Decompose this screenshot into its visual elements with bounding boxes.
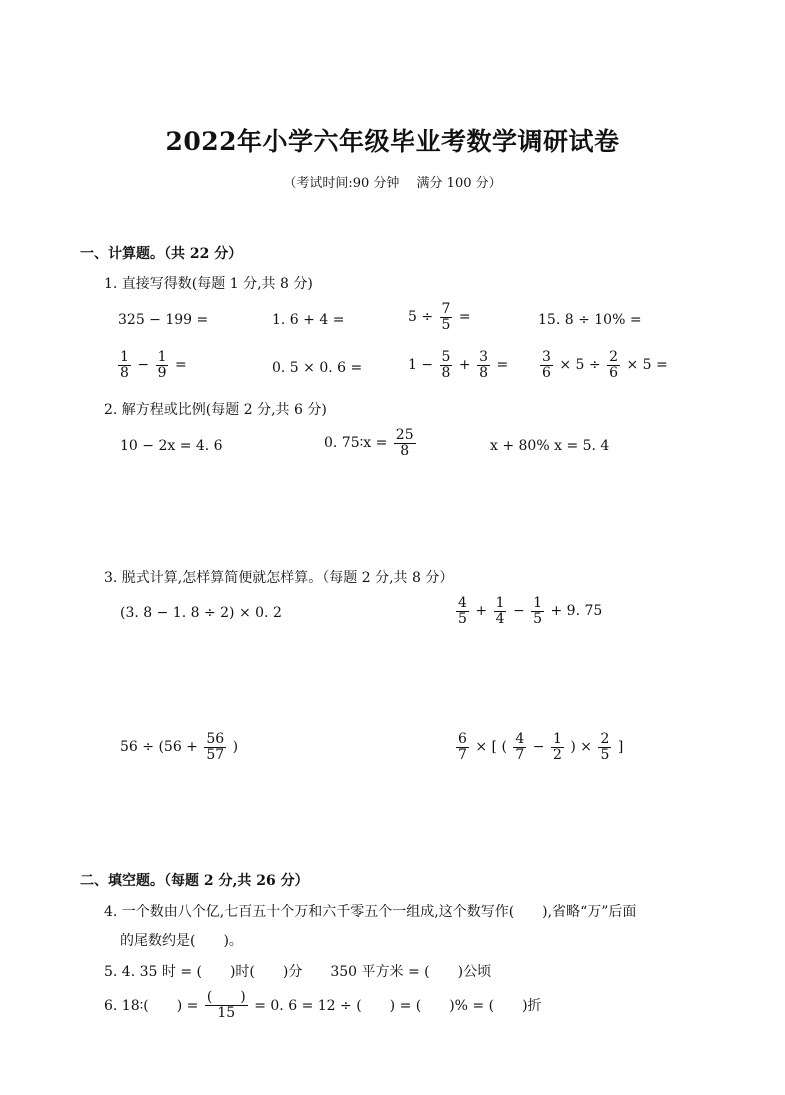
q1-expr-7: 1 − $\frac{5}{8}$ + $\frac{3}{8}$ = [408, 349, 509, 381]
fraction: $\frac{( )}{15}$ [206, 989, 246, 1021]
fraction: $\frac{3}{6}$ [542, 349, 551, 381]
page-title: 2022年小学六年级毕业考数学调研试卷 [165, 127, 620, 156]
q1-expr-6: 0. 5 × 0. 6 = [272, 360, 363, 376]
q1-expr-8: $\frac{3}{6}$ × 5 ÷ $\frac{2}{6}$ × 5 = [542, 349, 668, 381]
fraction: $\frac{1}{8}$ [120, 349, 129, 381]
q2-expr-1: 10 − 2x = 4. 6 [120, 438, 223, 454]
question-2-label: 2. 解方程或比例(每题 2 分,共 6 分) [104, 402, 327, 418]
fraction: $\frac{2}{5}$ [600, 731, 610, 763]
fraction: $\frac{2}{6}$ [609, 349, 619, 381]
fraction: $\frac{1}{9}$ [157, 349, 167, 381]
fraction: $\frac{3}{8}$ [479, 349, 489, 381]
q1-expr-3: 5 ÷ $\frac{7}{5}$ = [408, 301, 471, 333]
fraction: $\frac{1}{4}$ [495, 595, 505, 627]
fraction: $\frac{4}{7}$ [515, 731, 525, 763]
fraction: $\frac{56}{57}$ [206, 731, 225, 763]
q3-expr-2: $\frac{4}{5}$ + $\frac{1}{4}$ − $\frac{1}{5}$ + 9. 75 [458, 595, 603, 627]
exam-info: （考试时间:90 分钟 满分 100 分） [283, 176, 502, 191]
question-3-label: 3. 脱式计算,怎样算简便就怎样算。（每题 2 分,共 8 分） [104, 570, 454, 586]
fraction: $\frac{7}{5}$ [441, 301, 451, 333]
question-4-line-2: 的尾数约是( )。 [120, 933, 243, 949]
fraction: $\frac{5}{8}$ [441, 349, 451, 381]
section-2-heading: 二、填空题。（每题 2 分,共 26 分） [80, 873, 309, 889]
q3-expr-1: (3. 8 − 1. 8 ÷ 2) × 0. 2 [120, 605, 282, 621]
question-5: 5. 4. 35 时 = ( )时( )分 350 平方米 = ( )公顷 [104, 964, 492, 980]
section-1-heading: 一、计算题。（共 22 分） [80, 246, 243, 262]
fraction: $\frac{1}{2}$ [552, 731, 562, 763]
q3-expr-4: $\frac{6}{7}$ × [ ( $\frac{4}{7}$ − $\frac{1}{2}$ ) × $\frac{2}{5}$ ] [458, 731, 624, 763]
question-4-line-1: 4. 一个数由八个亿,七百五十个万和六千零五个一组成,这个数写作( ),省略“万”后面 [104, 904, 637, 920]
fraction: $\frac{1}{5}$ [533, 595, 543, 627]
q1-expr-1: 325 − 199 = [118, 312, 209, 328]
question-1-label: 1. 直接写得数(每题 1 分,共 8 分) [104, 276, 313, 292]
fraction: $\frac{4}{5}$ [458, 595, 467, 627]
q3-expr-3: 56 ÷ (56 + $\frac{56}{57}$ ) [120, 731, 239, 763]
q2-expr-2: 0. 75∶x = $\frac{25}{8}$ [324, 427, 414, 459]
q1-expr-4: 15. 8 ÷ 10% = [538, 312, 642, 328]
q2-expr-3: x + 80% x = 5. 4 [490, 438, 610, 454]
question-6: 6. 18∶( ) = $\frac{( )}{15}$ = 0. 6 = 12 ÷ ( ) = ( )% = ( )折 [104, 989, 542, 1021]
fraction: $\frac{25}{8}$ [395, 427, 414, 459]
q1-expr-5: $\frac{1}{8}$ − $\frac{1}{9}$ = [120, 349, 187, 381]
fraction: $\frac{6}{7}$ [458, 731, 467, 763]
q1-expr-2: 1. 6 + 4 = [272, 312, 345, 328]
